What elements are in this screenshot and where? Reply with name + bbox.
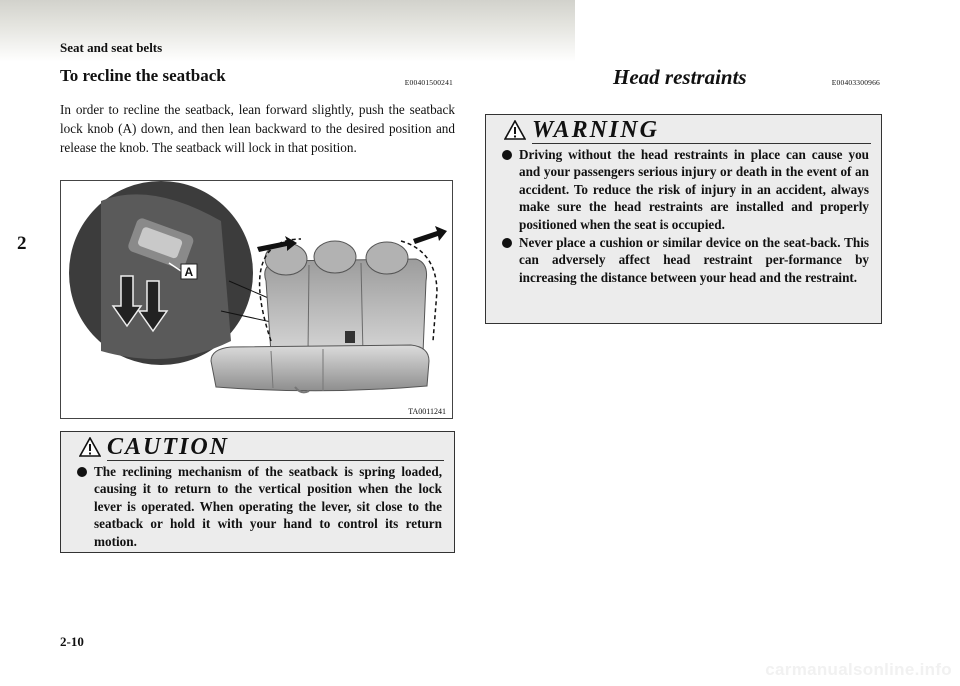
caution-triangle-icon [79,437,101,457]
section-title: Seat and seat belts [60,40,163,55]
caution-item [77,463,442,550]
page-number: 2-10 [60,634,84,649]
left-column [60,66,455,157]
warning-rule [532,143,871,144]
bullet-icon [77,467,87,477]
warning-title: WARNING [532,117,659,143]
caution-item-text: The reclining mechanism of the seatback is spring loaded, causing it to return to the vertical position when the lock lever is operated. When operating the lever, sit close to the seatback or hold it with your hand to control its return motion. [94,464,442,549]
callout-a: A [184,265,194,279]
caution-title: CAUTION [107,434,230,460]
head-restraints-heading-row [485,66,882,90]
caution-rule [107,460,444,461]
seat-illustration [60,180,453,419]
caution-header [61,432,454,463]
recline-paragraph: In order to recline the seatback, lean forward slightly, push the seatback lock knob (A) down, and then lean backward to the desired position and release the knob. The seatback will lock in that position. [60,102,455,155]
chapter-tab: 2 [17,233,27,254]
caution-list [61,463,454,550]
rear-seat-drawing [61,181,453,419]
head-restraints-code: E00403300966 [831,78,880,87]
warning-box [485,114,882,324]
warning-header [486,115,881,146]
bullet-icon [502,238,512,248]
caution-box [60,431,455,553]
warning-item [502,234,869,286]
watermark: carmanualsonline.info [765,660,952,679]
warning-list [486,146,881,286]
right-column [485,66,882,90]
recline-heading-row [60,66,455,90]
zoom-detail [69,181,253,365]
warning-item-text: Driving without the head restraints in place can cause you and your passengers serious injury or death in the event of an accident. To reduce the risk of injury in an accident, always make sure the head restraints are installed and properly positioned when the seat is occupied. [519,147,869,232]
warning-item [502,146,869,233]
figure-id: TA0011241 [408,407,446,416]
warning-item-text: Never place a cushion or similar device on the seat-back. This can adversely affect head restraint per-formance by increasing the distance between your head and the restraint. [519,235,869,285]
warning-triangle-icon [504,120,526,140]
bullet-icon [502,150,512,160]
recline-heading: To recline the seatback [60,66,226,85]
head-restraints-heading: Head restraints [613,65,747,89]
recline-code: E00401500241 [404,78,453,87]
